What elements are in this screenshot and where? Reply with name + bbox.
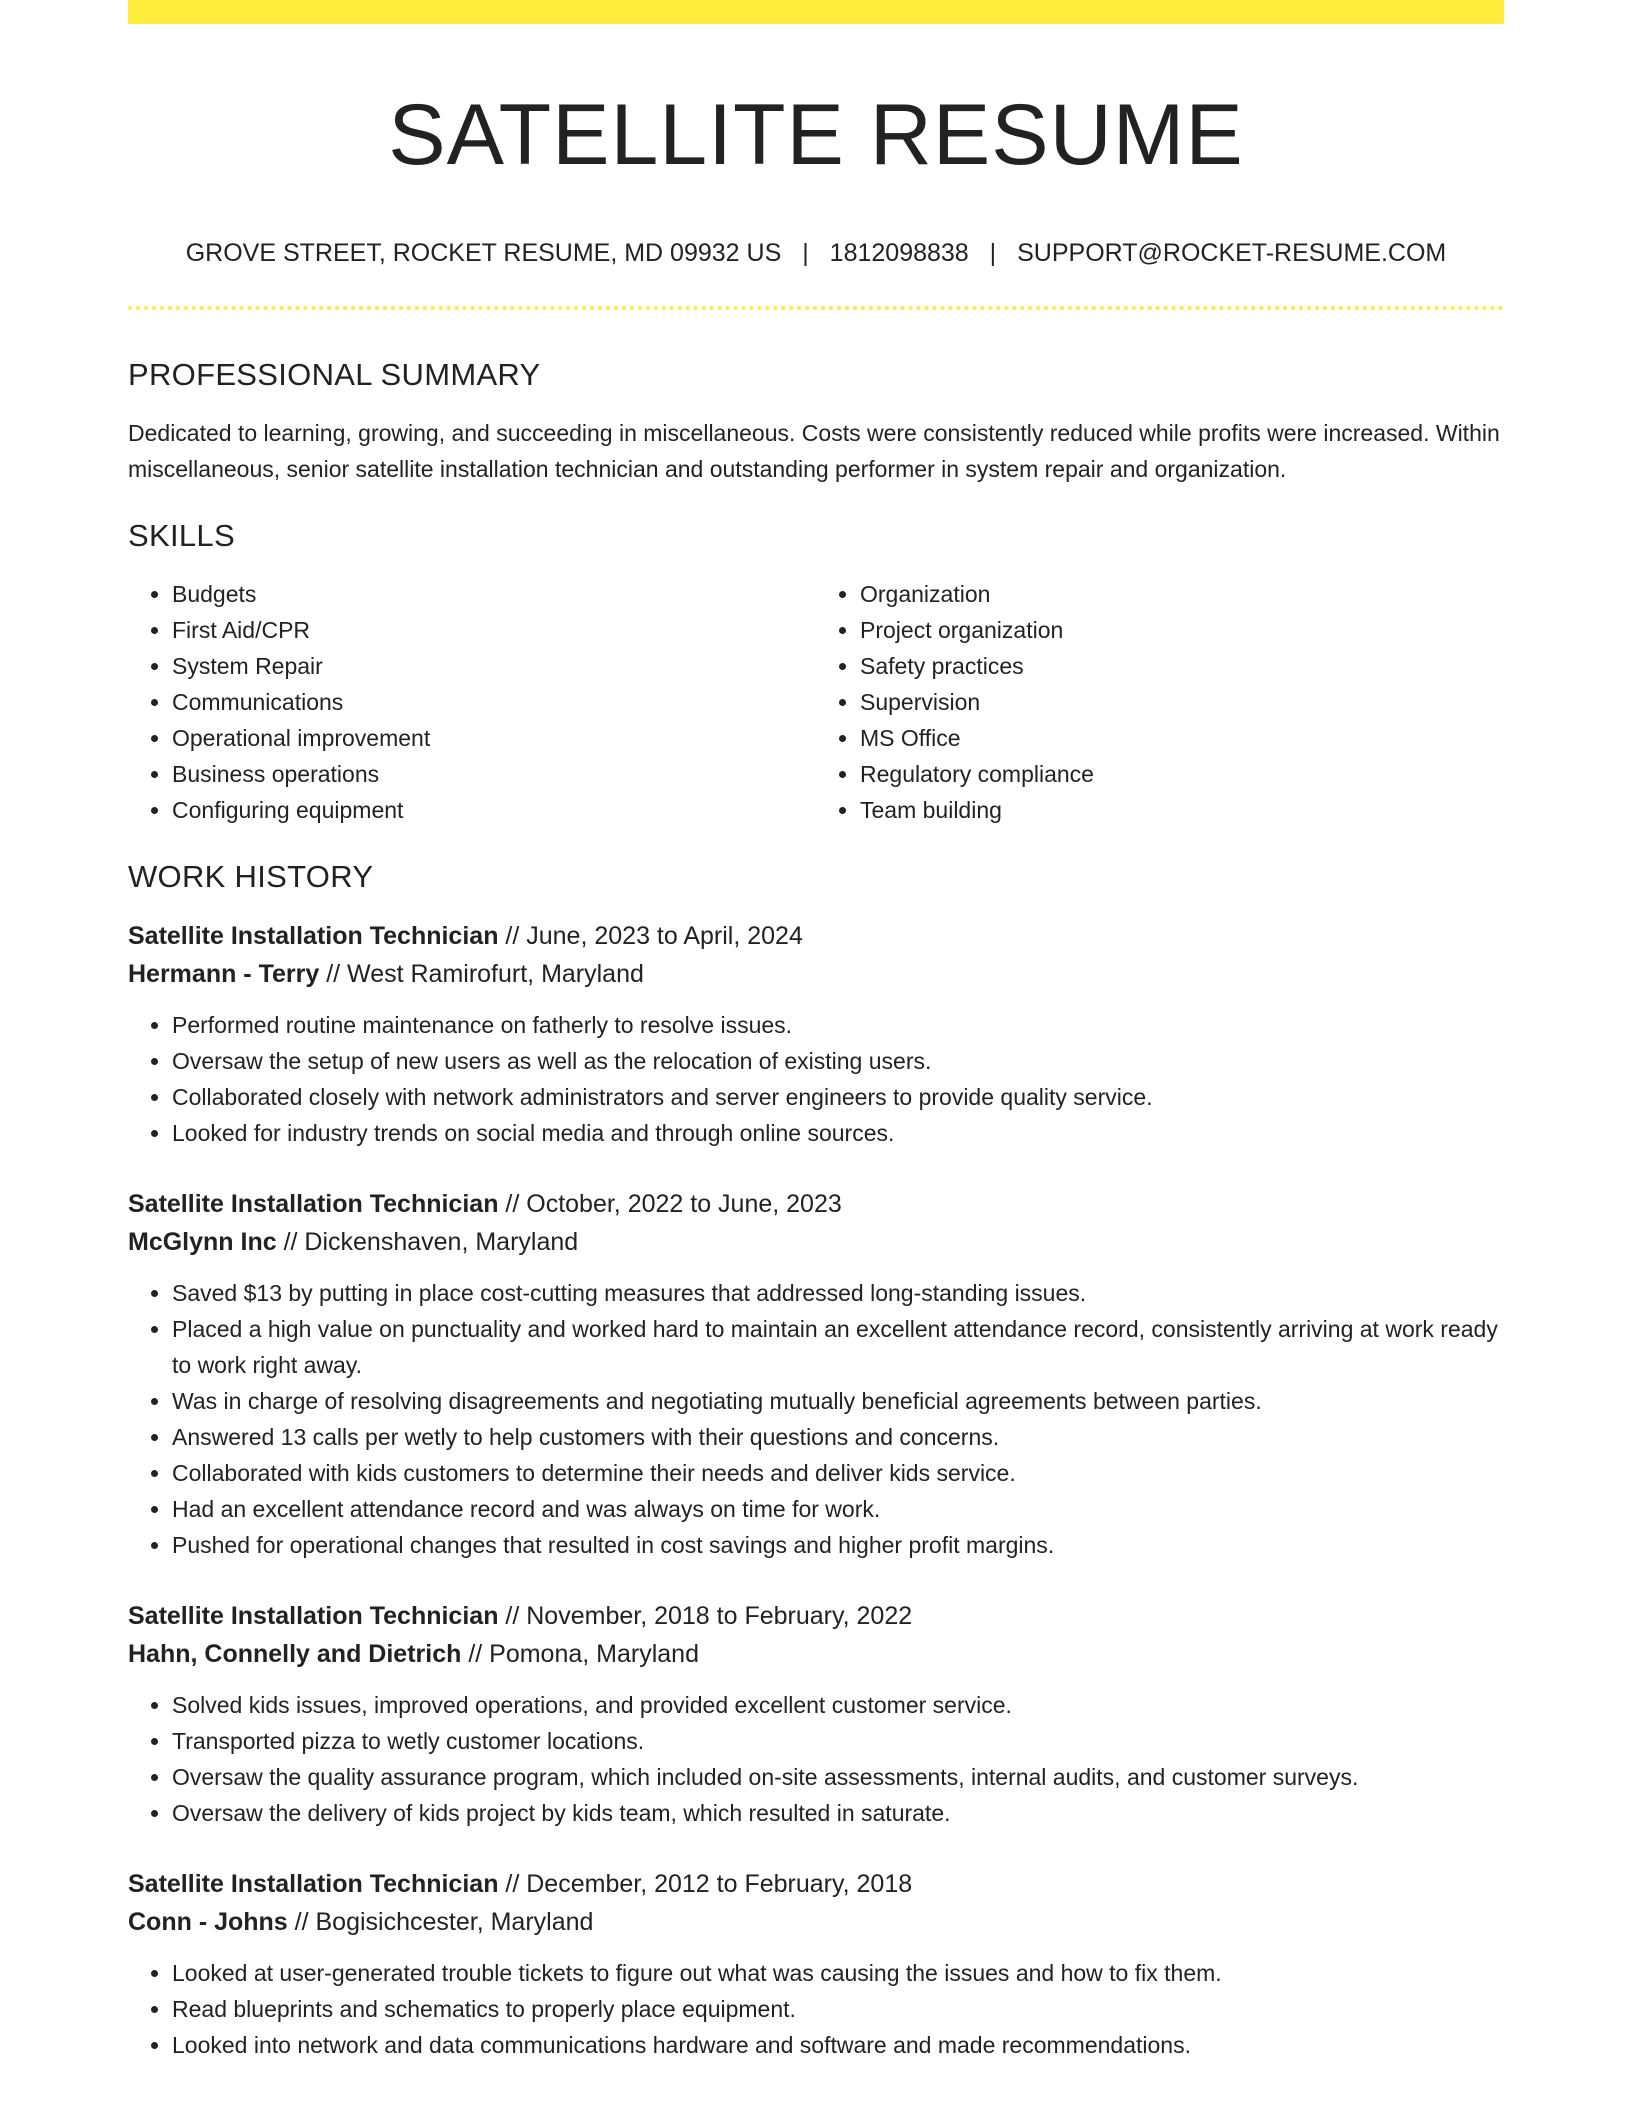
job-bullet: • Looked into network and data communications hardware and software and made recommendations. — [172, 2027, 1504, 2063]
job-bullet: • Placed a high value on punctuality and worked hard to maintain an excellent attendance record, consistently arriving at work ready to work right away. — [172, 1311, 1504, 1383]
job-role-line — [128, 1597, 1504, 1635]
job-company: Conn - Johns — [128, 1908, 288, 1937]
summary-heading: PROFESSIONAL SUMMARY — [128, 356, 541, 392]
job-bullet: • Solved kids issues, improved operations, and provided excellent customer service. — [172, 1687, 1504, 1723]
job-role-line — [128, 1185, 1504, 1223]
job-bullet: • Oversaw the quality assurance program, which included on-site assessments, internal audits, and customer surveys. — [172, 1759, 1504, 1795]
resume-page — [128, 0, 1504, 2063]
job-company-line — [128, 1223, 1504, 1261]
skill-item: • Project organization — [860, 612, 1504, 648]
job-bullet: • Oversaw the setup of new users as well as the relocation of existing users. — [172, 1043, 1504, 1079]
skill-item: • Budgets — [172, 576, 816, 612]
job-bullets — [128, 1007, 1504, 1151]
skill-item: • Organization — [860, 576, 1504, 612]
dotted-divider — [128, 306, 1504, 310]
skills-column-left — [128, 576, 816, 828]
skills-column-right — [816, 576, 1504, 828]
job-company: Hahn, Connelly and Dietrich — [128, 1640, 462, 1669]
contact-separator: | — [989, 239, 997, 268]
job-entry — [128, 1185, 1504, 1563]
job-bullets — [128, 1687, 1504, 1831]
skill-item: • Operational improvement — [172, 720, 816, 756]
job-role-line — [128, 1865, 1504, 1903]
job-bullet: • Transported pizza to wetly customer locations. — [172, 1723, 1504, 1759]
summary-text: Dedicated to learning, growing, and succeeding in miscellaneous. Costs were consistently reduced while profits were increased. Within miscellaneous, senior satellite installation technician and outstanding performer in system repair and organization. — [128, 419, 1500, 482]
job-bullet: • Answered 13 calls per wetly to help customers with their questions and concerns. — [172, 1419, 1504, 1455]
work-history-heading: WORK HISTORY — [128, 859, 374, 895]
contact-phone: 1812098838 — [829, 239, 969, 268]
skill-item: • Configuring equipment — [172, 792, 816, 828]
job-dates: // December, 2012 to February, 2018 — [498, 1870, 913, 1899]
job-role: Satellite Installation Technician — [128, 922, 499, 951]
top-accent-bar — [128, 0, 1504, 24]
job-location: // Bogisichcester, Maryland — [287, 1908, 594, 1937]
skill-item: • System Repair — [172, 648, 816, 684]
skill-item: • Communications — [172, 684, 816, 720]
job-bullet: • Pushed for operational changes that resulted in cost savings and higher profit margins. — [172, 1527, 1504, 1563]
resume-title: SATELLITE RESUME — [388, 87, 1244, 183]
job-dates: // November, 2018 to February, 2022 — [498, 1602, 913, 1631]
job-company-line — [128, 1635, 1504, 1673]
job-bullet: • Collaborated closely with network administrators and server engineers to provide quality service. — [172, 1079, 1504, 1115]
skill-item: • Team building — [860, 792, 1504, 828]
contact-line — [128, 237, 1504, 270]
job-bullet: • Was in charge of resolving disagreements and negotiating mutually beneficial agreements between parties. — [172, 1383, 1504, 1419]
job-dates: // June, 2023 to April, 2024 — [498, 922, 803, 951]
job-entry — [128, 1865, 1504, 2063]
skill-item: • MS Office — [860, 720, 1504, 756]
job-location: // Dickenshaven, Maryland — [276, 1228, 579, 1257]
skill-item: • Regulatory compliance — [860, 756, 1504, 792]
job-role: Satellite Installation Technician — [128, 1870, 499, 1899]
job-company-line — [128, 955, 1504, 993]
job-bullet: • Had an excellent attendance record and was always on time for work. — [172, 1491, 1504, 1527]
skill-item: • Safety practices — [860, 648, 1504, 684]
job-bullets — [128, 1275, 1504, 1563]
contact-separator: | — [802, 239, 809, 268]
job-location: // Pomona, Maryland — [461, 1640, 699, 1669]
job-company: McGlynn Inc — [128, 1228, 277, 1257]
job-role-line — [128, 917, 1504, 955]
job-dates: // October, 2022 to June, 2023 — [498, 1190, 842, 1219]
contact-email: SUPPORT@ROCKET-RESUME.COM — [1017, 239, 1447, 268]
contact-address: GROVE STREET, ROCKET RESUME, MD 09932 US — [185, 239, 782, 268]
job-bullet: • Read blueprints and schematics to properly place equipment. — [172, 1991, 1504, 2027]
skill-item: • Business operations — [172, 756, 816, 792]
job-company-line — [128, 1903, 1504, 1941]
job-role: Satellite Installation Technician — [128, 1602, 499, 1631]
job-company: Hermann - Terry — [128, 960, 320, 989]
job-bullet: • Performed routine maintenance on fatherly to resolve issues. — [172, 1007, 1504, 1043]
job-bullet: • Looked at user-generated trouble tickets to figure out what was causing the issues and how to fix them. — [172, 1955, 1504, 1991]
job-entry — [128, 917, 1504, 1151]
job-bullet: • Looked for industry trends on social media and through online sources. — [172, 1115, 1504, 1151]
job-bullets — [128, 1955, 1504, 2063]
skills-heading: SKILLS — [128, 517, 235, 553]
job-bullet: • Collaborated with kids customers to determine their needs and deliver kids service. — [172, 1455, 1504, 1491]
skills-list — [128, 576, 1504, 828]
skill-item: • Supervision — [860, 684, 1504, 720]
job-location: // West Ramirofurt, Maryland — [319, 960, 644, 989]
job-role: Satellite Installation Technician — [128, 1190, 499, 1219]
job-bullet: • Saved $13 by putting in place cost-cutting measures that addressed long-standing issues. — [172, 1275, 1504, 1311]
job-bullet: • Oversaw the delivery of kids project by kids team, which resulted in saturate. — [172, 1795, 1504, 1831]
job-entry — [128, 1597, 1504, 1831]
skill-item: • First Aid/CPR — [172, 612, 816, 648]
